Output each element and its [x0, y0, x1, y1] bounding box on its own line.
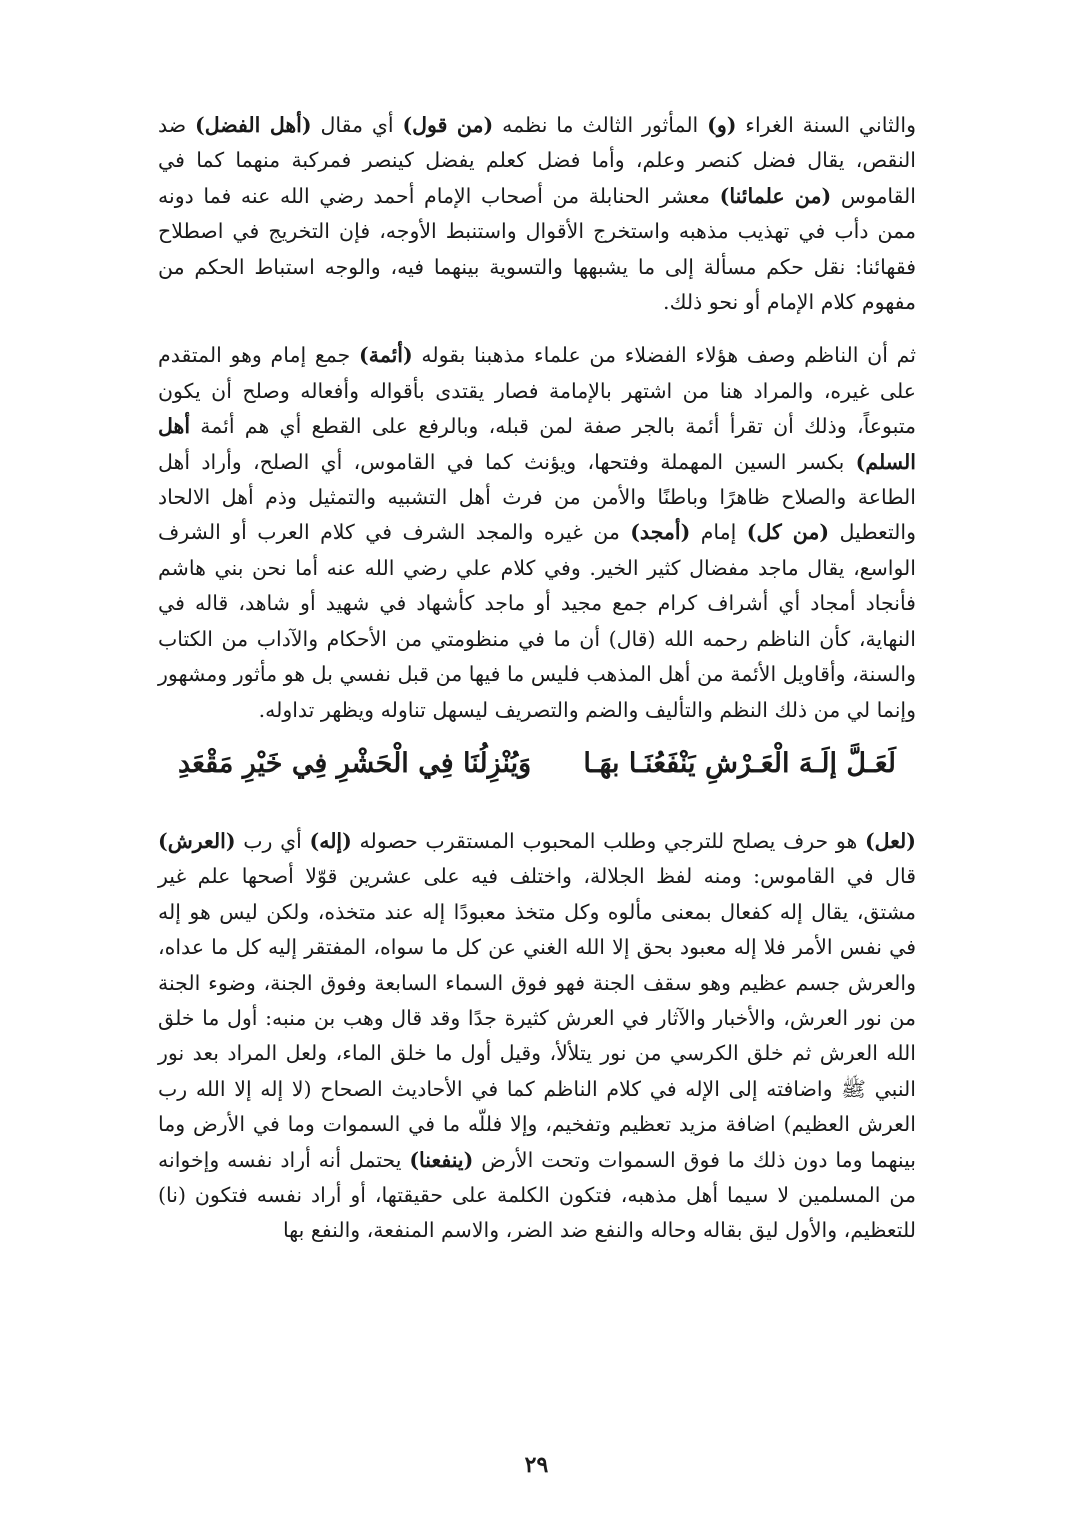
text-run: أي رب: [235, 828, 310, 853]
paragraph-2: [158, 338, 916, 727]
text-run: معشر الحنابلة من أصحاب الإمام أحمد رضي الله عنه فما دونه ممن دأب في تهذيب مذهبه واستخرج الأقوال واستنبط الأوجه، فإن التخريج في اصطلاح فقهائنا: نقل حكم مسألة إلى ما يشبهها والتسوية بينهما فيه، والوجه استباط الحكم من مفهوم كلام الإمام أو نحو ذلك.: [158, 183, 916, 315]
text-run: قال في القاموس: ومنه لفظ الجلالة، واختلف فيه على عشرين قوّلا أصحها علم غير مشتق، يقال إله كفعال بمعنى مألوه وكل متخذ معبودًا إله عند متخذه، ولكن ليس هو إله في نفس الأمر فلا إله معبود بحق إلا الله الغني عن كل ما سواه، المفتقر إليه كل ما عداه، والعرش جسم عظيم وهو سقف الجنة فهو فوق السماء السابعة وفوق الجنة، وضوء الجنة من نور العرش، والأخبار والآثار في العرش كثيرة جدًا وقد قال وهب بن منبه: أول ما خلق الله العرش ثم خلق الكرسي من نور يتلألأ، وقيل أول ما خلق الماء، ولعل المراد بعد نور النبي ﷺ واضافته إلى الإله في كلام الناظم كما في الأحاديث الصحاح (لا إله إلا الله رب العرش العظيم) اضافة مزيد تعظيم وتفخيم، وإلا فللّه ما في السموات وما في الأرض وما بينهما وما دون ذلك ما فوق السموات وتحت الأرض: [158, 864, 916, 1172]
bold-term: (أهل الفضل): [195, 113, 312, 137]
bold-term: (أئمة): [359, 343, 413, 368]
text-run: أي مقال: [311, 113, 403, 137]
poem-verse: [178, 734, 896, 794]
page-number: ٢٩: [524, 1452, 549, 1478]
paragraph-3: [158, 824, 916, 1249]
bold-term: (و): [707, 113, 737, 137]
page-body: [158, 108, 916, 1249]
bold-term: (لعل): [864, 828, 916, 853]
text-run: من غيره والمجد الشرف في كلام العرب أو الشرف الواسع، يقال ماجد مفضال كثير الخير. وفي كلام علي رضي الله عنه أما نحن بني هاشم فأنجاد أمجاد أي أشراف كرام جمع مجيد أو ماجد كأشهاد في شهيد أو شاهد، قاله في النهاية، كأن الناظم رحمه الله (قال) أن ما في منظومتي من الأحكام والآداب من الكتاب والسنة، وأقاويل الأئمة من أهل المذهب فليس ما فيها من قبل نفسي بل هو مأثور ومشهور وإنما لي من ذلك النظم والتأليف والضم والتصريف ليسهل تناوله ويظهر تداوله.: [158, 520, 916, 722]
text-run: ثم أن الناظم وصف هؤلاء الفضلاء من علماء مذهبنا بقوله: [412, 343, 916, 368]
bold-term: (إله): [309, 828, 352, 853]
verse-second-hemistich: وَيُنْزِلُنَا فِي الْحَشْرِ فِي خَيْرِ مَقْعَدِ: [178, 748, 532, 780]
text-run: المأثور الثالث ما نظمه: [493, 113, 708, 137]
bold-term: (من علمائنا): [719, 183, 832, 208]
text-run: جمع إمام وهو المتقدم على غيره، والمراد هنا من اشتهر بالإمامة فصار يقتدى بأقواله وأفعاله وصلح أن يكون متبوعاً، وذلك أن تقرأ أئمة بالجر صفة لمن قبله، وبالرفع على القطع أي هم أئمة: [158, 343, 916, 439]
bold-term: (العرش): [158, 828, 236, 853]
text-run: والثاني السنة الغراء: [736, 113, 916, 137]
text-run: يحتمل أنه أراد نفسه وإخوانه من المسلمين لا سيما أهل مذهبه، فتكون الكلمة على حقيقتها، أو أراد نفسه فتكون (نا) للتعظيم، والأول ليق بقاله وحاله والنفع ضد الضر، والاسم المنفعة، والنفع بها: [158, 1147, 916, 1243]
paragraph-1: [158, 108, 916, 320]
text-run: إمام: [690, 520, 747, 545]
bold-term: (من كل): [746, 520, 830, 545]
text-run: بكسر السين المهملة وفتحها، ويؤنث كما في القاموس، أي الصلح، وأراد أهل الطاعة والصلاح ظاهرًا وباطنًا والأمن من فرث أهل التشبيه والتمثيل وذم أهل الالحاد والتعطيل: [158, 449, 916, 545]
bold-term: أهل السلم): [158, 414, 916, 474]
verse-first-hemistich: لَعَـلَّ إلَـهَ الْعَـرْشِ يَنْفَعُنَـا بهَـا: [583, 748, 896, 780]
bold-term: (ينفعنا): [409, 1147, 474, 1172]
bold-term: (أمجد): [630, 520, 691, 545]
text-run: ضد النقص، يقال فضل كنصر وعلم، وأما فضل كعلم يفضل كينصر فمركبة منهما كما في القاموس: [158, 113, 916, 208]
bold-term: (من قول): [402, 113, 494, 137]
text-run: هو حرف يصلح للترجي وطلب المحبوب المستقرب حصوله: [351, 828, 865, 853]
